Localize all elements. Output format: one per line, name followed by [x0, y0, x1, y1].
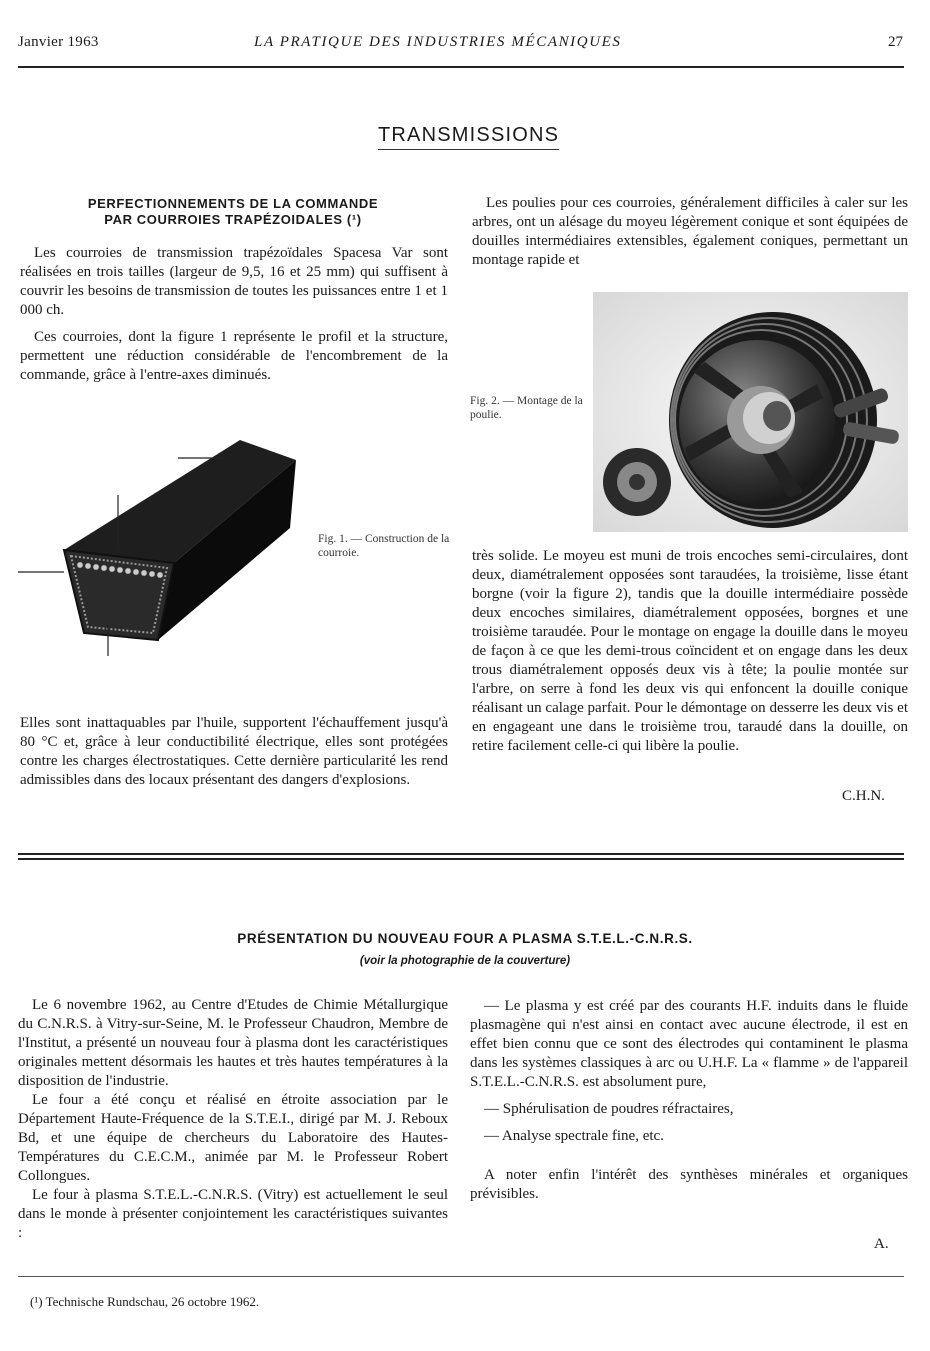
pulley-mounting-photo: [593, 292, 908, 532]
section-separator-top: [18, 853, 904, 855]
section-separator-bottom: [18, 858, 904, 860]
article2-right-column: [470, 997, 908, 1204]
figure1-caption: Fig. 1. — Construction de la courroie.: [318, 533, 450, 559]
article2-list-item-2: — Analyse spectrale fine, etc.: [484, 1128, 664, 1144]
article2-left-column: [18, 996, 448, 1243]
article1-title-line2: PAR COURROIES TRAPÉZOIDALES (¹): [104, 212, 362, 227]
article2-list-item-1: — Sphérulisation de poudres réfractaires,: [484, 1101, 734, 1117]
article2-paragraph-3: Le four à plasma S.T.E.L.-C.N.R.S. (Vitry) est actuellement le seul dans le monde à présenter conjointement les caractéristiques suivantes :: [18, 1187, 448, 1241]
article2-paragraph-4: — Le plasma y est créé par des courants H.F. induits dans le fluide plasmagène qui n'est ainsi en contact avec aucune électrode, il est en effet bien connu que ce sont des électrodes qui contaminent le plasma dans les systèmes classiques à arc ou U.H.F. La « flamme » de l'appareil S.T.E.L.-C.N.R.S. est absolument pure,: [470, 998, 908, 1090]
article2-title: PRÉSENTATION DU NOUVEAU FOUR A PLASMA S.T.E.L.-C.N.R.S.: [237, 931, 693, 946]
article1-paragraph-4: Les poulies pour ces courroies, généralement difficiles à caler sur les arbres, ont un alésage du moyeu légèrement conique et sont équipées de douilles intermédiaires extensibles, également coniques, permettant un montage rapide et: [472, 195, 908, 268]
article2-paragraph-1: Le 6 novembre 1962, au Centre d'Etudes de Chimie Métallurgique du C.N.R.S. à Vitry-sur-Seine, M. le Professeur Chaudron, Membre de l'Institut, a présenté un nouveau four à plasma dont les caractéristiques originales mettent désormais les hautes et très hautes températures à la disposition de l'industrie.: [18, 997, 448, 1089]
footnote-rule: [18, 1276, 904, 1277]
article2-paragraph-5: A noter enfin l'intérêt des synthèses minérales et organiques prévisibles.: [470, 1167, 908, 1202]
header-rule: [18, 66, 904, 68]
article1-paragraph-2: Ces courroies, dont la figure 1 représente le profil et la structure, permettent une réduction considérable de l'encombrement de la commande, grâce à l'entre-axes diminués.: [20, 329, 448, 383]
section-title: TRANSMISSIONS: [378, 124, 559, 150]
article2-paragraph-2: Le four a été conçu et réalisé en étroite association par le Département Haute-Fréquence de la S.T.E.I., dirigé par M. J. Reboux Bd, et une équipe de chercheurs du Laboratoire des Hautes-Températures du C.E.C.M., animée par M. le Professeur Robert Collongues.: [18, 1092, 448, 1184]
journal-title: LA PRATIQUE DES INDUSTRIES MÉCANIQUES: [254, 34, 622, 50]
footnote: (¹) Technische Rundschau, 26 octobre 1962.: [30, 1294, 260, 1309]
article2-subtitle: (voir la photographie de la couverture): [359, 955, 571, 967]
article1-paragraph-5: très solide. Le moyeu est muni de trois encoches semi-circulaires, dont deux, diamétralement opposées sont taraudées, la troisième, lisse étant borgne (voir la figure 2), tandis que la douille intermédiaire possède deux encoches similaires, diamétralement opposées, borgnes et une troisième taraudée. Pour le montage on engage la douille dans le moyeu de façon à ce que les demi-trous coïncident et on engage dans les deux trous diamétralement opposés deux vis à tête; la poulie montée sur l'arbre, on serre à fond les deux vis qui enfoncent la douille conique réalisant un calage parfait. Pour le démontage on desserre les deux vis et en engageant une dans le troisième trou, taraudé dans la douille, on retire facilement celle-ci qui libère la poulie.: [472, 548, 908, 754]
article1-title-line1: PERFECTIONNEMENTS DE LA COMMANDE: [87, 196, 379, 211]
article1-left-top-text: [20, 244, 448, 385]
article1-paragraph-1: Les courroies de transmission trapézoïdales Spacesa Var sont réalisées en trois tailles (largeur de 9,5, 16 et 25 mm) qui suffisent à couvrir les besoins de transmission de toutes les puissances entre 1 et 1 000 ch.: [20, 245, 448, 318]
article1-signature: C.H.N.: [842, 788, 885, 804]
header-date: Janvier 1963: [18, 34, 99, 50]
page-number: 27: [888, 34, 903, 50]
article2-signature: A.: [874, 1236, 889, 1252]
article1-paragraph-3: Elles sont inattaquables par l'huile, supportent l'échauffement jusqu'à 80 °C et, grâce à leur conductibilité électrique, elles sont protégées contre les charges électrostatiques. Cette dernière particularité les rend admissibles dans des locaux présentant des dangers d'explosions.: [20, 715, 448, 788]
belt-construction-figure: [18, 430, 318, 670]
figure2-caption: Fig. 2. — Montage de la poulie.: [470, 395, 583, 421]
article1-title: [40, 196, 426, 228]
